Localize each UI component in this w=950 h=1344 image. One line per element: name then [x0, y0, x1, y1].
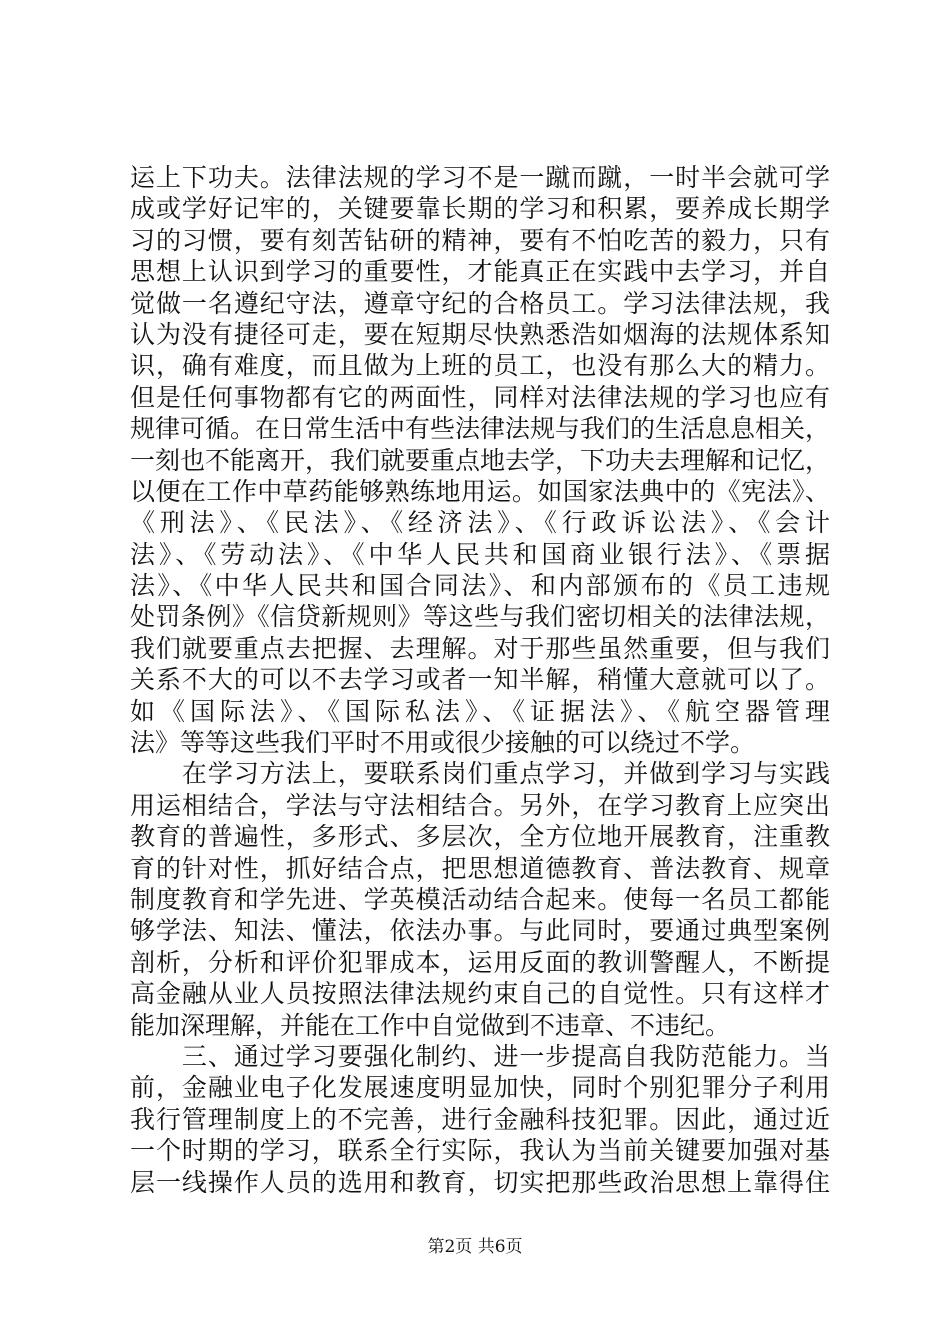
text-line: 处罚条例》《信贷新规则》等这些与我们密切相关的法律法规，	[130, 602, 830, 632]
text-line: 识，确有难度，而且做为上班的员工，也没有那么大的精力。	[130, 351, 830, 381]
text-line: 觉做一名遵纪守法，遵章守纪的合格员工。学习法律法规，我	[130, 288, 830, 318]
text-line: 够学法、知法、懂法，依法办事。与此同时，要通过典型案例	[130, 916, 830, 946]
page-footer: 第2页 共6页	[427, 1237, 523, 1257]
text-line: 认为没有捷径可走，要在短期尽快熟悉浩如烟海的法规体系知	[130, 319, 830, 349]
text-line: 制度教育和学先进、学英模活动结合起来。使每一名员工都能	[130, 884, 830, 914]
body-text	[130, 162, 830, 1198]
text-line: 高金融从业人员按照法律法规约束自己的自觉性。只有这样才	[130, 979, 830, 1009]
text-line: 规律可循。在日常生活中有些法律法规与我们的生活息息相关，	[130, 414, 830, 444]
text-line: 我们就要重点去把握、去理解。对于那些虽然重要，但与我们	[130, 633, 830, 663]
text-line: 以便在工作中草药能够熟练地用运。如国家法典中的《宪法》、	[130, 476, 830, 506]
text-line: 剖析，分析和评价犯罪成本，运用反面的教训警醒人，不断提	[130, 947, 830, 977]
text-line: 习的习惯，要有刻苦钻研的精神，要有不怕吃苦的毅力，只有	[130, 225, 830, 255]
text-line: 层一线操作人员的选用和教育，切实把那些政治思想上靠得住	[130, 1167, 830, 1197]
text-line: 前，金融业电子化发展速度明显加快，同时个别犯罪分子利用	[130, 1073, 830, 1103]
text-line: 我行管理制度上的不完善，进行金融科技犯罪。因此，通过近	[130, 1104, 830, 1134]
text-line: 三、通过学习要强化制约、进一步提高自我防范能力。当	[130, 1041, 830, 1071]
text-line: 用运相结合，学法与守法相结合。另外，在学习教育上应突出	[130, 790, 830, 820]
text-line: 成或学好记牢的，关键要靠长期的学习和积累，要养成长期学	[130, 194, 830, 224]
text-line: 在学习方法上，要联系岗们重点学习，并做到学习与实践	[130, 759, 830, 789]
text-line: 思想上认识到学习的重要性，才能真正在实践中去学习，并自	[130, 257, 830, 287]
text-line: 一个时期的学习，联系全行实际，我认为当前关键要加强对基	[130, 1136, 830, 1166]
text-line: 关系不大的可以不去学习或者一知半解，稍懂大意就可以了。	[130, 665, 830, 695]
text-line: 如《国际法》、《国际私法》、《证据法》、《航空器管理	[130, 696, 830, 726]
text-line: 但是任何事物都有它的两面性，同样对法律法规的学习也应有	[130, 382, 830, 412]
text-line: 一刻也不能离开，我们就要重点地去学，下功夫去理解和记忆，	[130, 445, 830, 475]
text-line: 法》等等这些我们平时不用或很少接触的可以绕过不学。	[130, 728, 756, 758]
text-line: 能加深理解，并能在工作中自觉做到不违章、不违纪。	[130, 1010, 731, 1040]
text-line: 法》、《劳动法》、《中华人民共和国商业银行法》、《票据	[130, 539, 830, 569]
text-line: 《刑法》、《民法》、《经济法》、《行政诉讼法》、《会计	[130, 508, 830, 538]
text-line: 教育的普遍性，多形式、多层次，全方位地开展教育，注重教	[130, 822, 830, 852]
text-line: 法》、《中华人民共和国合同法》、和内部颁布的《员工违规	[130, 571, 830, 601]
text-line: 育的针对性，抓好结合点，把思想道德教育、普法教育、规章	[130, 853, 830, 883]
text-line: 运上下功夫。法律法规的学习不是一蹴而蹴，一时半会就可学	[130, 163, 830, 192]
